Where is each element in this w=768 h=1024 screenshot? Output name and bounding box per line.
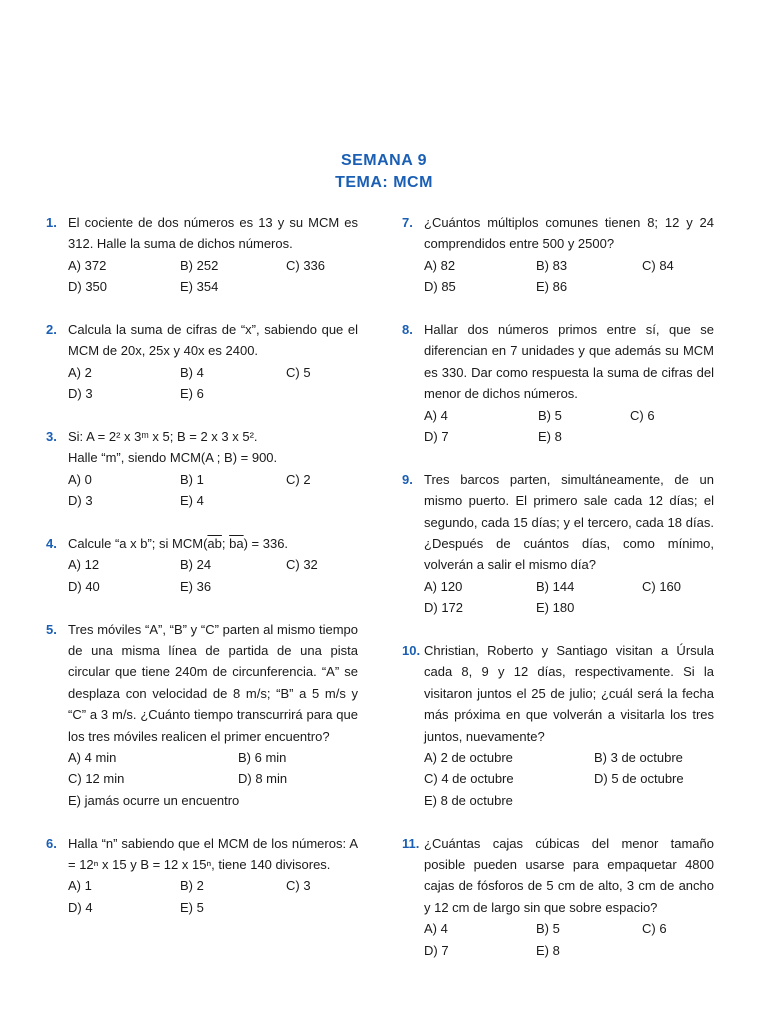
question-number: 2.	[46, 321, 57, 337]
option-d: D) 172	[424, 600, 464, 616]
option-b: B) 5	[538, 407, 562, 423]
question-4	[46, 533, 358, 597]
option-a: A) 1	[68, 878, 92, 894]
option-b: B) 5	[536, 921, 560, 937]
option-e: E) 4	[180, 493, 204, 509]
question-number: 11.	[402, 835, 420, 851]
option-e: E) 86	[536, 279, 568, 295]
question-text-part: ) = 336.	[243, 535, 289, 551]
option-d: D) 8 min	[238, 771, 288, 787]
question-number: 4.	[46, 535, 57, 551]
option-d: D) 3	[68, 386, 93, 402]
option-e: E) 8	[538, 429, 562, 444]
question-text: ¿Cuántos múltiplos comunes tienen 8; 12 y 24 comprendidos entre 500 y 2500?	[424, 215, 714, 252]
week-title: SEMANA 9	[340, 152, 428, 169]
option-a: A) 4 min	[68, 749, 117, 765]
question-number: 3.	[46, 428, 57, 444]
option-c: C) 6	[630, 407, 655, 423]
option-e: E) 36	[180, 578, 212, 594]
question-number: 7.	[402, 215, 413, 230]
question-text-line1: Si: A = 2² x 3ᵐ x 5; B = 2 x 3 x 5².	[68, 428, 258, 444]
option-d: D) 3	[68, 493, 93, 509]
question-10	[402, 640, 714, 811]
overline-ba: $\overline{ba}$	[229, 535, 244, 551]
option-e: E) 8 de octubre	[424, 792, 513, 808]
question-6	[46, 833, 358, 919]
topic-title: TEMA: MCM	[335, 174, 433, 191]
option-b: B) 144	[536, 578, 575, 594]
option-c: C) 5	[286, 364, 311, 380]
question-8	[402, 319, 714, 447]
option-b: B) 6 min	[238, 749, 287, 765]
option-a: A) 372	[68, 257, 107, 273]
question-text: Calcula la suma de cifras de “x”, sabiendo que el MCM de 20x, 25x y 40x es 2400.	[68, 321, 358, 359]
right-column	[402, 212, 714, 961]
option-c: C) 6	[642, 921, 667, 937]
option-d: D) 40	[68, 578, 100, 594]
option-c: C) 84	[642, 257, 674, 273]
option-d: D) 350	[68, 279, 108, 295]
question-text: Tres móviles “A”, “B” y “C” parten al mismo tiempo de una misma línea de partida de una pista circular que tiene 240m de circunferencia. “A” se desplaza con velocidad de 8 m/s; “B” a 5 m/s y “C” a 3 m/s. ¿Cuánto tiempo transcurrirá para que los tres móviles realicen el primer encuentro?	[68, 621, 358, 744]
question-number: 5.	[46, 621, 57, 637]
option-e: E) 5	[180, 899, 204, 915]
question-9	[402, 469, 714, 619]
separator: ;	[221, 535, 230, 551]
option-b: B) 24	[180, 557, 212, 573]
question-text: Hallar dos números primos entre sí, que se diferencian en 7 unidades y que además su MCM es 330. Dar como respuesta la suma de cifras del menor de dichos números.	[424, 321, 714, 402]
option-a: A) 82	[424, 257, 456, 273]
option-d: D) 85	[424, 279, 456, 295]
option-a: A) 12	[68, 557, 100, 573]
question-text: Tres barcos parten, simultáneamente, de un mismo puerto. El primero sale cada 12 días; el segundo, cada 15 días; y el tercero, cada 18 días. ¿Después de cuántos días, como mínimo, volverán a salir el mismo día?	[424, 471, 714, 573]
option-c: C) 4 de octubre	[424, 771, 514, 787]
question-3	[46, 426, 358, 512]
option-e: E) 354	[180, 279, 219, 295]
option-c: C) 2	[286, 471, 311, 487]
question-2	[46, 319, 358, 405]
option-e: E) jamás ocurre un encuentro	[68, 792, 240, 808]
question-text: ¿Cuántas cajas cúbicas del menor tamaño posible pueden usarse para empaquetar 4800 cajas de fósforos de 5 cm de alto, 3 cm de ancho y 12 cm de largo sin que sobre espacio?	[424, 835, 714, 915]
question-text: Christian, Roberto y Santiago visitan a Úrsula cada 8, 9 y 12 días, respectivamente. Si la visitaron juntos el 25 de julio; ¿cuál será la fecha más próxima en que volverán a visitarla los tres juntos, nuevamente?	[424, 642, 714, 744]
option-a: A) 2	[68, 364, 92, 380]
question-1	[46, 212, 358, 298]
option-b: B) 252	[180, 257, 219, 273]
option-e: E) 8	[536, 942, 560, 958]
question-number: 8.	[402, 321, 413, 337]
option-c: C) 336	[286, 257, 326, 273]
option-a: A) 4	[424, 921, 448, 937]
overline-ab: $\overline{ab}$	[207, 535, 222, 551]
option-e: E) 6	[180, 386, 204, 402]
question-number: 9.	[402, 471, 413, 487]
option-b: B) 2	[180, 878, 204, 894]
question-5	[46, 619, 358, 812]
question-text	[68, 533, 358, 554]
option-a: A) 0	[68, 471, 92, 487]
option-d: D) 4	[68, 899, 93, 915]
question-text-line2: Halle “m”, siendo MCM(A ; B) = 900.	[68, 450, 278, 466]
question-text-part: Calcule “a x b”; si MCM(	[68, 535, 208, 551]
left-column	[46, 212, 358, 918]
option-a: A) 4	[424, 407, 448, 423]
question-number: 6.	[46, 835, 57, 851]
question-text: Halla “n” sabiendo que el MCM de los números: A = 12ⁿ x 15 y B = 12 x 15ⁿ, tiene 140 divisores.	[68, 835, 358, 872]
question-number: 1.	[46, 215, 57, 230]
option-d: D) 7	[424, 942, 449, 958]
option-e: E) 180	[536, 600, 575, 616]
option-c: C) 12 min	[68, 771, 125, 787]
question-text: El cociente de dos números es 13 y su MCM es 312. Halle la suma de dichos números.	[68, 215, 358, 252]
question-11	[402, 833, 714, 961]
option-c: C) 3	[286, 878, 311, 894]
option-b: B) 83	[536, 257, 568, 273]
option-b: B) 4	[180, 364, 204, 380]
option-d: D) 5 de octubre	[594, 771, 684, 787]
option-a: A) 2 de octubre	[424, 750, 513, 766]
option-b: B) 3 de octubre	[594, 750, 683, 766]
option-c: C) 160	[642, 578, 682, 594]
option-d: D) 7	[424, 429, 449, 444]
option-c: C) 32	[286, 557, 318, 573]
question-number: 10.	[402, 642, 421, 658]
option-b: B) 1	[180, 471, 204, 487]
option-a: A) 120	[424, 578, 463, 594]
question-7	[402, 212, 714, 298]
